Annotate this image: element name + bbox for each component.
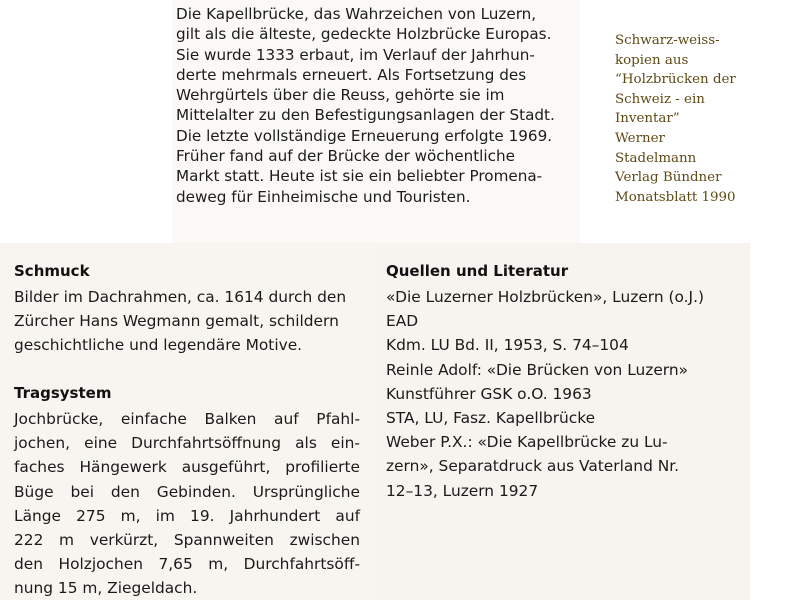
quellen-line: 12–13, Luzern 1927	[386, 481, 539, 500]
caption-line: Inventar”	[615, 111, 680, 127]
schmuck-line: Bilder im Dachrahmen, ca. 1614 durch den	[14, 288, 347, 306]
quellen-line: zern», Separatdruck aus Vaterland Nr.	[386, 457, 680, 476]
quellen-heading: Quellen und Literatur	[386, 262, 569, 280]
tragsystem-line: jochen, eine Durchfahrtsöffnung als ein-	[14, 434, 360, 453]
schmuck-line: Zürcher Hans Wegmann gemalt, schildern	[14, 312, 339, 331]
caption-line: kopien aus	[615, 52, 689, 68]
tragsystem-line: nung 15 m, Ziegeldach.	[14, 579, 198, 598]
intro-line: Früher fand auf der Brücke der wöchentliche	[176, 147, 515, 166]
quellen-text	[386, 285, 738, 503]
intro-line: derte mehrmals erneuert. Als Fortsetzung des	[176, 65, 527, 84]
caption-line: Verlag Bündner	[615, 170, 722, 186]
tragsystem-text	[14, 407, 360, 601]
quellen-line: Weber P.X.: «Die Kapellbrücke zu Lu-	[386, 433, 668, 452]
tragsystem-line: Büge bei den Gebinden. Ursprüngliche	[14, 482, 360, 501]
intro-line: deweg für Einheimische und Touristen.	[176, 187, 471, 206]
intro-line: Wehrgürtels über die Reuss, gehörte sie im	[176, 86, 505, 105]
tragsystem-line: Jochbrücke, einfache Balken auf Pfahl-	[14, 410, 360, 428]
intro-paragraph	[176, 4, 580, 207]
tragsystem-line: 222 m verkürzt, Spannweiten zwischen	[14, 531, 360, 550]
tragsystem-line: faches Hängewerk ausgeführt, profilierte	[14, 458, 360, 477]
source-caption	[615, 31, 795, 207]
quellen-line: «Die Luzerner Holzbrücken», Luzern (o.J.)	[386, 288, 704, 306]
intro-line: Die Kapellbrücke, das Wahrzeichen von Luzern,	[176, 5, 537, 23]
quellen-line: EAD	[386, 312, 419, 331]
intro-line: Mittelalter zu den Befestigungsanlagen der Stadt.	[176, 106, 555, 125]
intro-line: Markt statt. Heute ist sie ein beliebter Promena-	[176, 167, 543, 186]
intro-line: gilt als die älteste, gedeckte Holzbrücke Europas.	[176, 25, 552, 44]
quellen-line: Kunstführer GSK o.O. 1963	[386, 384, 592, 403]
intro-line: Sie wurde 1333 erbaut, im Verlauf der Jahrhun-	[176, 45, 535, 64]
caption-line: Werner	[615, 130, 665, 146]
quellen-line: STA, LU, Fasz. Kapellbrücke	[386, 409, 596, 428]
intro-line: Die letzte vollständige Erneuerung erfolgte 1969.	[176, 126, 553, 145]
caption-line: Stadelmann	[615, 150, 697, 166]
schmuck-text	[14, 285, 360, 358]
quellen-line: Reinle Adolf: «Die Brücken von Luzern»	[386, 360, 689, 379]
tragsystem-line: Länge 275 m, im 19. Jahrhundert auf	[14, 506, 360, 525]
caption-line: “Holzbrücken der	[615, 72, 736, 88]
tragsystem-line: den Holzjochen 7,65 m, Durchfahrtsöff-	[14, 555, 360, 574]
schmuck-line: geschichtliche und legendäre Motive.	[14, 336, 303, 355]
caption-line: Schwarz-weiss-	[615, 33, 720, 48]
caption-line: Schweiz - ein	[615, 91, 705, 107]
quellen-line: Kdm. LU Bd. II, 1953, S. 74–104	[386, 336, 629, 355]
schmuck-heading: Schmuck	[14, 262, 90, 280]
caption-line: Monatsblatt 1990	[615, 189, 736, 205]
tragsystem-heading: Tragsystem	[14, 384, 112, 402]
